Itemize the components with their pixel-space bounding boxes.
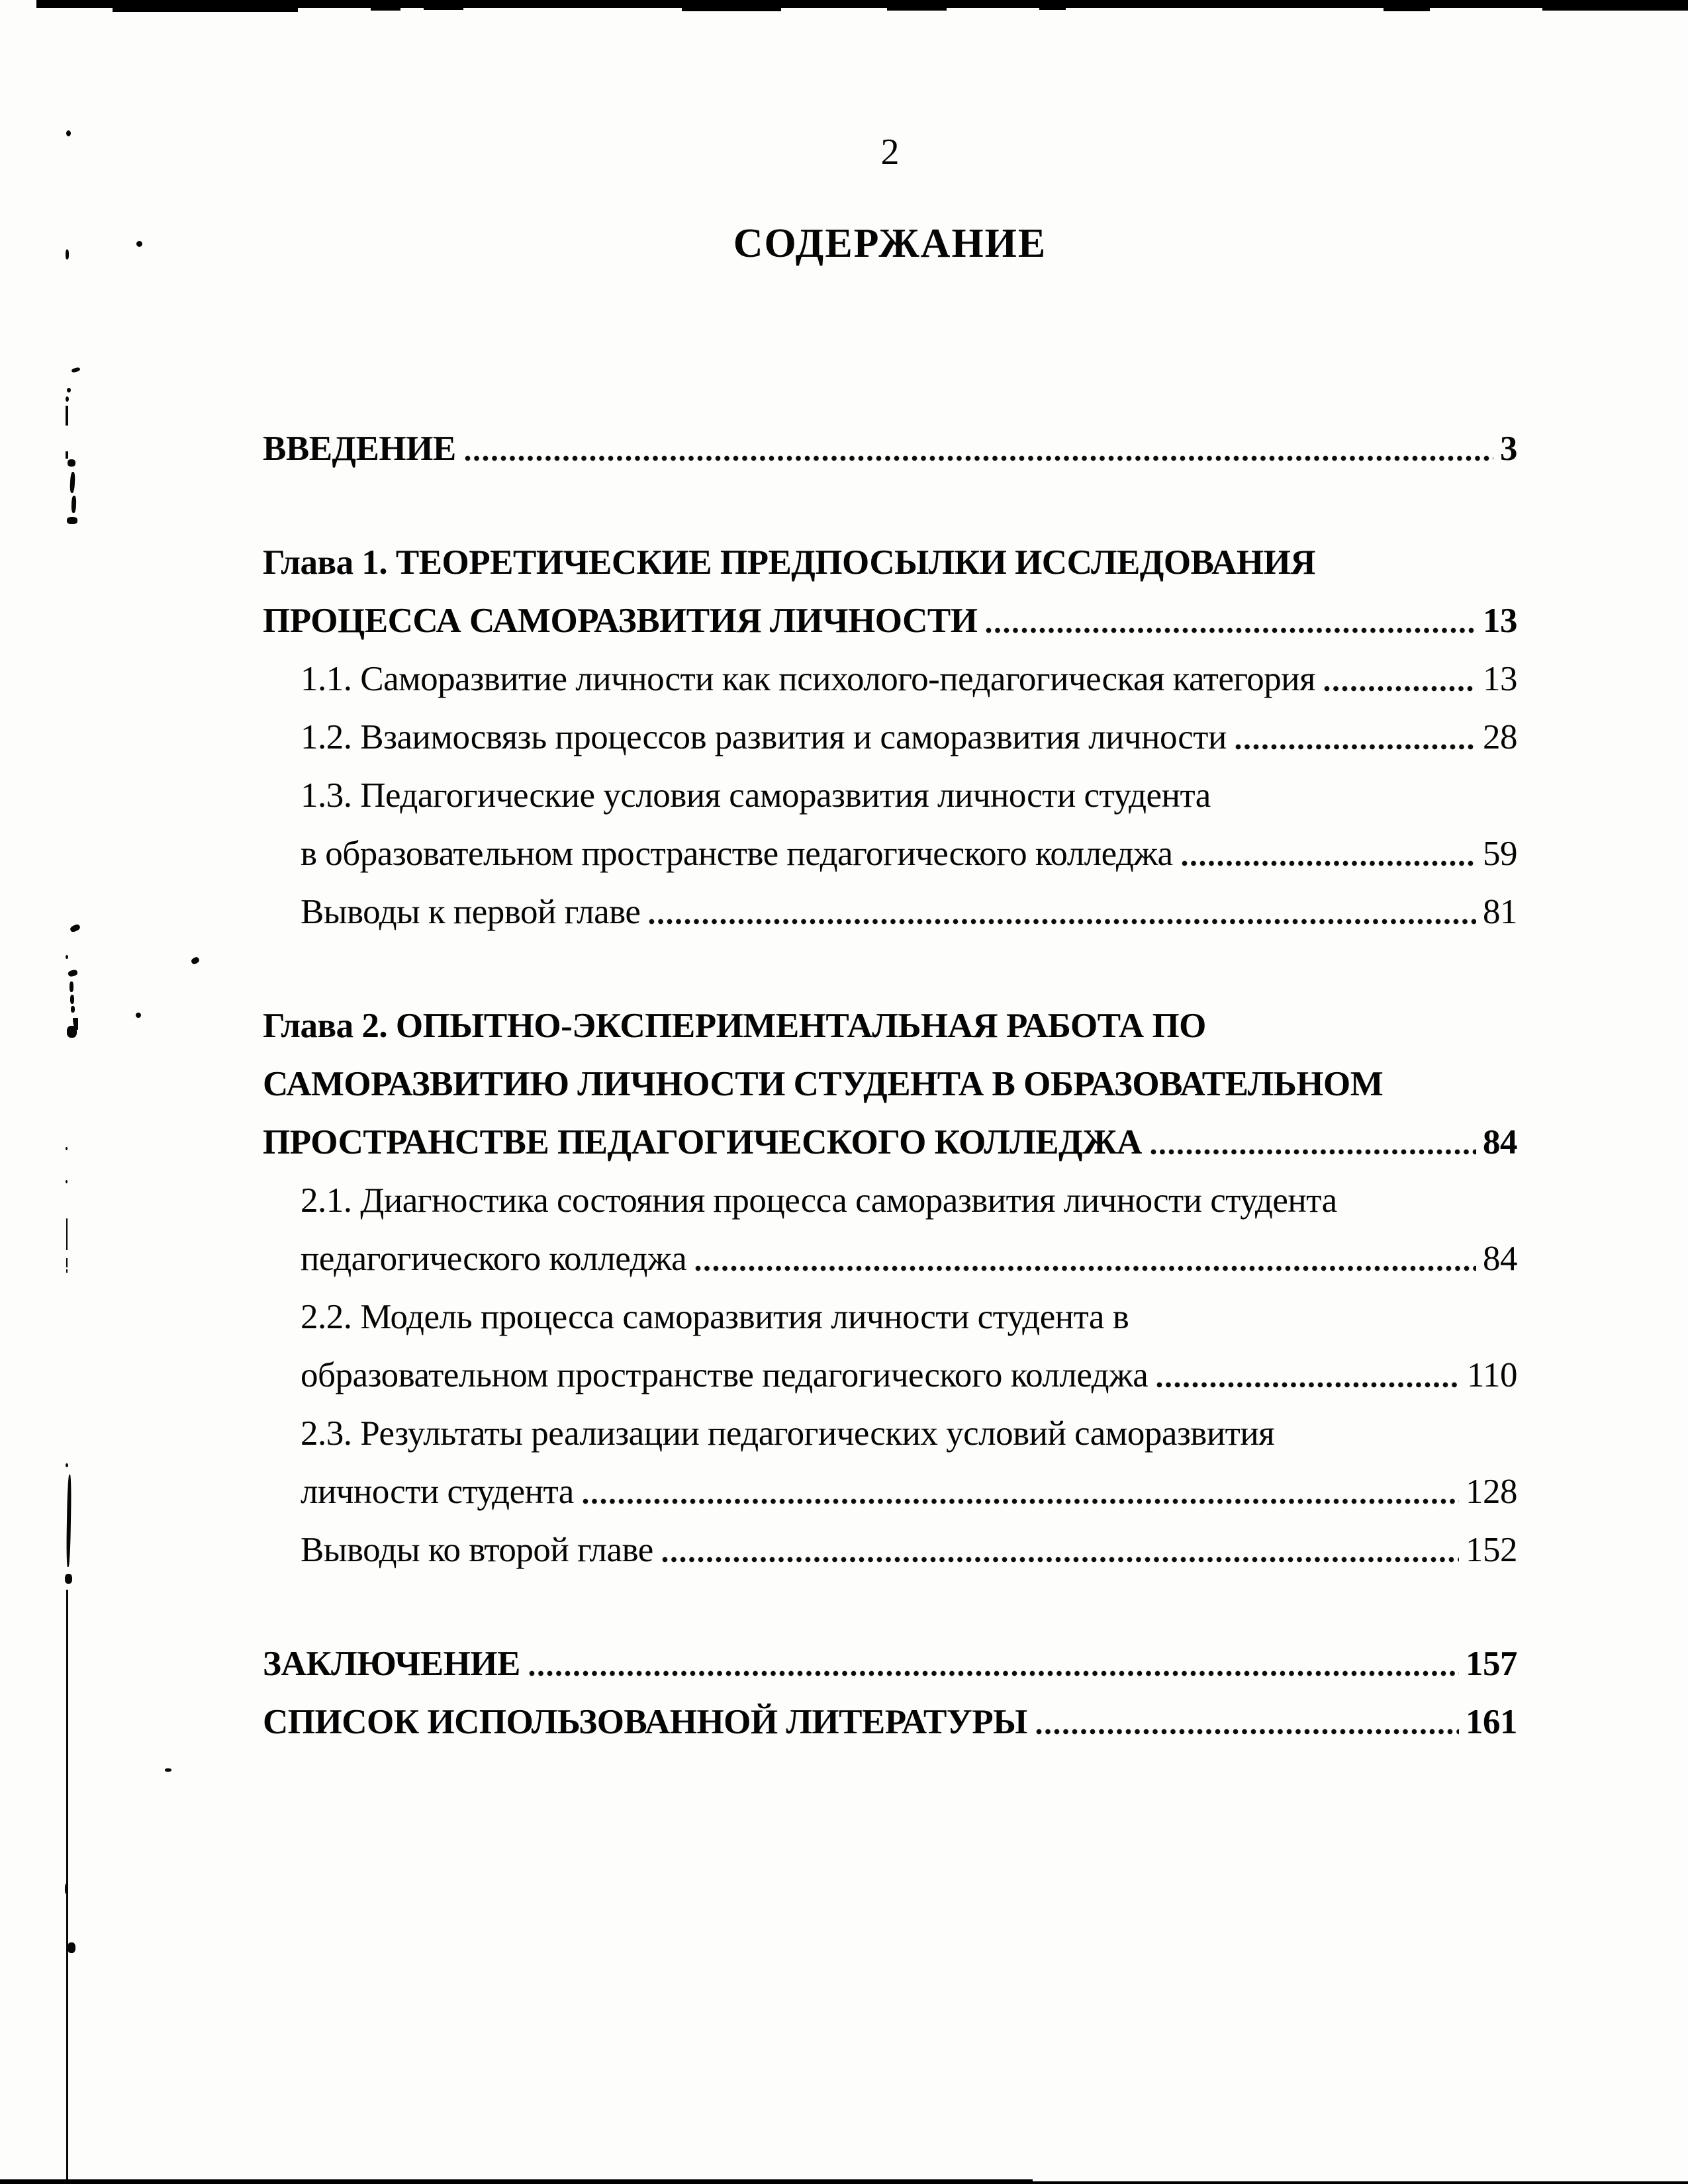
dot-leader [1150, 1149, 1476, 1155]
toc-row [263, 1521, 1517, 1579]
dot-leader [1182, 860, 1476, 866]
toc-entry-text: 1.1. Саморазвитие личности как психолого-педагогическая категория [301, 660, 1316, 698]
scan-speck [65, 1574, 72, 1584]
toc-page-number: 84 [1483, 1123, 1517, 1161]
toc-row [263, 1635, 1517, 1693]
toc-row [263, 1288, 1517, 1346]
toc-page-number: 110 [1466, 1356, 1517, 1394]
dot-leader [1324, 686, 1476, 692]
toc-row [263, 825, 1517, 883]
scan-speck [66, 396, 69, 402]
toc-page-number: 13 [1483, 602, 1517, 640]
scan-speck [68, 1942, 75, 1953]
toc-row [263, 650, 1517, 708]
scan-speck [68, 459, 75, 467]
scan-speck [66, 451, 68, 459]
scan-speck [66, 1269, 68, 1273]
scan-speck [191, 956, 201, 966]
dot-leader [662, 1557, 1459, 1563]
dot-leader [1235, 744, 1476, 750]
scan-speck [71, 1006, 75, 1013]
scan-speck [67, 517, 77, 524]
toc-entry-text: ПРОЦЕССА САМОРАЗВИТИЯ ЛИЧНОСТИ [263, 602, 978, 640]
toc-entry-text: 2.2. Модель процесса саморазвития личности студента в [301, 1298, 1129, 1336]
toc-entry-text: СПИСОК ИСПОЛЬЗОВАННОЙ ЛИТЕРАТУРЫ [263, 1703, 1027, 1741]
dot-leader [986, 627, 1476, 633]
scan-bar-bump [1542, 0, 1688, 11]
toc-page-number: 128 [1466, 1473, 1517, 1511]
toc-entry-text: в образовательном пространстве педагогического колледжа [301, 835, 1173, 873]
scan-streak [70, 981, 73, 992]
scan-streak [71, 496, 77, 513]
table-of-contents [263, 0, 1517, 1751]
toc-title: СОДЕРЖАНИЕ [733, 221, 1047, 266]
scan-streak [70, 472, 75, 493]
scan-speck [66, 250, 69, 259]
toc-page-number: 84 [1483, 1240, 1517, 1278]
dot-leader [465, 455, 1493, 461]
toc-row [263, 766, 1517, 825]
scan-speck [66, 1180, 68, 1183]
dot-leader [1036, 1729, 1459, 1735]
toc-row [263, 1463, 1517, 1521]
toc-entry-text: 2.1. Диагностика состояния процесса саморазвития личности студента [301, 1181, 1337, 1220]
scan-speck [136, 1013, 141, 1018]
scan-speck [66, 1147, 68, 1150]
toc-entry-text: 1.3. Педагогические условия саморазвития личности студента [301, 776, 1211, 815]
scan-speck [165, 1768, 171, 1772]
toc-entry-text: ПРОСТРАНСТВЕ ПЕДАГОГИЧЕСКОГО КОЛЛЕДЖА [263, 1123, 1142, 1161]
toc-entry-text: САМОРАЗВИТИЮ ЛИЧНОСТИ СТУДЕНТА В ОБРАЗОВАТЕЛЬНОМ [263, 1065, 1383, 1103]
scan-artifact-bottom-bar [0, 2181, 1688, 2184]
scan-speck [67, 1026, 77, 1038]
dot-leader [1156, 1382, 1460, 1388]
dot-leader [649, 919, 1476, 925]
dot-leader [583, 1498, 1459, 1504]
scan-streak [66, 1218, 68, 1250]
scan-streak [66, 406, 68, 426]
scan-speck [71, 367, 80, 373]
toc-row [263, 533, 1517, 592]
toc-page-number: 152 [1466, 1531, 1517, 1569]
scan-streak [66, 1475, 71, 1567]
toc-page-number: 28 [1483, 718, 1517, 756]
scan-speck [136, 241, 142, 247]
toc-row [263, 883, 1517, 941]
dot-leader [529, 1670, 1459, 1676]
toc-row [263, 1404, 1517, 1463]
scan-streak [66, 1258, 68, 1267]
toc-entry-text: 1.2. Взаимосвязь процессов развития и саморазвития личности [301, 718, 1227, 756]
toc-entry-text: личности студента [301, 1473, 574, 1511]
toc-row [263, 1113, 1517, 1171]
toc-page-number: 59 [1483, 835, 1517, 873]
toc-row [263, 1346, 1517, 1404]
toc-entry-text: Глава 1. ТЕОРЕТИЧЕСКИЕ ПРЕДПОСЫЛКИ ИССЛЕДОВАНИЯ [263, 543, 1316, 582]
toc-row [263, 592, 1517, 650]
toc-row [263, 708, 1517, 766]
scan-speck [68, 969, 78, 977]
toc-entry-text: Выводы ко второй главе [301, 1531, 653, 1569]
scan-speck [65, 1884, 68, 1894]
toc-entry-text: Выводы к первой главе [301, 893, 641, 931]
toc-page-number: 157 [1466, 1645, 1517, 1683]
scan-speck [70, 923, 81, 933]
toc-row [263, 1693, 1517, 1751]
toc-entry-text: Глава 2. ОПЫТНО-ЭКСПЕРИМЕНТАЛЬНАЯ РАБОТА ПО [263, 1007, 1206, 1045]
toc-entry-text: ЗАКЛЮЧЕНИЕ [263, 1645, 520, 1683]
toc-row [263, 1171, 1517, 1230]
toc-page-number: 161 [1466, 1703, 1517, 1741]
toc-entry-text: ВВЕДЕНИЕ [263, 430, 456, 468]
toc-entry-text: образовательном пространстве педагогического колледжа [301, 1356, 1149, 1394]
toc-page-number: 13 [1483, 660, 1517, 698]
toc-page-number: 3 [1500, 430, 1517, 468]
toc-row [263, 997, 1517, 1055]
scan-speck [66, 955, 68, 959]
scan-streak [70, 995, 74, 1004]
scan-speck [66, 1463, 68, 1467]
toc-row [263, 420, 1517, 478]
toc-entry-text: 2.3. Результаты реализации педагогических условий саморазвития [301, 1414, 1275, 1453]
scan-bar-bump [0, 2179, 1033, 2184]
toc-row [263, 1055, 1517, 1113]
toc-row [263, 1230, 1517, 1288]
scan-speck [67, 388, 71, 392]
toc-page-number: 81 [1483, 893, 1517, 931]
dot-leader [695, 1265, 1476, 1271]
toc-entry-text: педагогического колледжа [301, 1240, 687, 1278]
scan-speck [66, 130, 71, 136]
page-number: 2 [880, 132, 900, 173]
